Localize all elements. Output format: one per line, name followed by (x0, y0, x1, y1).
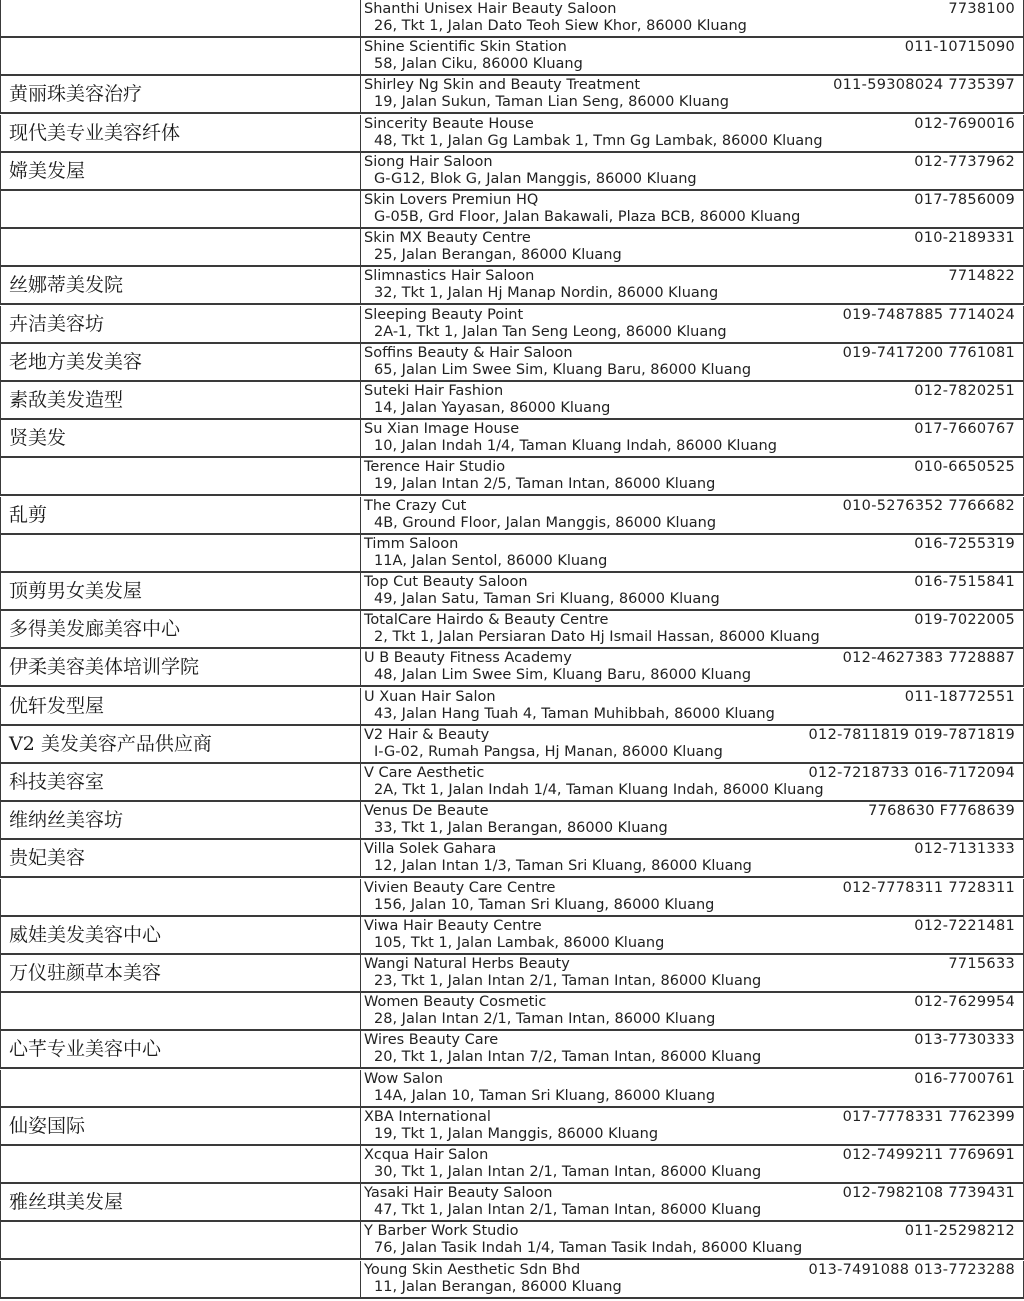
business-address: 48, Tkt 1, Jalan Gg Lambak 1, Tmn Gg Lambak, 86000 Kluang (374, 132, 823, 149)
business-name: TotalCare Hairdo & Beauty Centre (364, 612, 609, 629)
business-address: 10, Jalan Indah 1/4, Taman Kluang Indah, 86000 Kluang (374, 438, 777, 455)
directory-row (0, 1108, 1024, 1146)
directory-row (0, 344, 1024, 382)
business-address: 26, Tkt 1, Jalan Dato Teoh Siew Khor, 86000 Kluang (374, 18, 747, 34)
phone-number: 011-10715090 (904, 39, 1015, 56)
chinese-name: 老地方美发美容 (1, 344, 361, 380)
business-address: 14A, Jalan 10, Taman Sri Kluang, 86000 Kluang (374, 1087, 716, 1104)
directory-row (0, 0, 1024, 38)
business-name: Shanthi Unisex Hair Beauty Saloon (364, 1, 617, 17)
business-name: Top Cut Beauty Saloon (364, 574, 528, 590)
chinese-name (1, 1261, 361, 1297)
directory-row (0, 38, 1024, 76)
phone-number: 012-7221481 (914, 917, 1015, 934)
business-name: Y Barber Work Studio (364, 1223, 519, 1240)
phone-number: 7768630 F7768639 (868, 803, 1015, 820)
directory-row (0, 497, 1024, 535)
directory-row (0, 153, 1024, 191)
business-name: Yasaki Hair Beauty Saloon (364, 1185, 553, 1202)
chinese-name: 万仪驻颜草本美容 (1, 955, 361, 991)
phone-number: 010-6650525 (914, 459, 1015, 476)
phone-number: 011-25298212 (904, 1223, 1015, 1240)
business-address: 19, Jalan Sukun, Taman Lian Seng, 86000 Kluang (374, 94, 729, 111)
business-address: 14, Jalan Yayasan, 86000 Kluang (374, 400, 611, 416)
phone-number: 012-7811819 019-7871819 (808, 726, 1015, 743)
directory-row (0, 573, 1024, 611)
business-address: G-05B, Grd Floor, Jalan Bakawali, Plaza BCB, 86000 Kluang (374, 209, 801, 225)
business-address: 11A, Jalan Sentol, 86000 Kluang (374, 552, 608, 569)
chinese-name (1, 191, 361, 227)
chinese-name (1, 229, 361, 265)
directory-row (0, 306, 1024, 344)
business-address: 105, Tkt 1, Jalan Lambak, 86000 Kluang (374, 934, 665, 951)
directory-row (0, 917, 1024, 955)
business-name: Wangi Natural Herbs Beauty (364, 956, 570, 972)
business-name: Sleeping Beauty Point (364, 306, 524, 323)
business-name: Wires Beauty Care (364, 1032, 499, 1049)
business-name: V2 Hair & Beauty (364, 726, 490, 743)
business-address: 65, Jalan Lim Swee Sim, Kluang Baru, 86000 Kluang (374, 361, 752, 378)
chinese-name: V2 美发美容产品供应商 (1, 726, 361, 762)
business-name: U Xuan Hair Salon (364, 688, 496, 705)
business-name: Skin Lovers Premiun HQ (364, 192, 539, 208)
directory-row (0, 802, 1024, 840)
chinese-name: 贵妃美容 (1, 840, 361, 876)
business-name: Skin MX Beauty Centre (364, 230, 531, 247)
business-name: Sincerity Beaute House (364, 115, 534, 132)
business-address: 49, Jalan Satu, Taman Sri Kluang, 86000 Kluang (374, 591, 720, 607)
chinese-name: 优轩发型屋 (1, 688, 361, 724)
directory-row (0, 993, 1024, 1031)
phone-number: 011-59308024 7735397 (833, 77, 1015, 94)
business-name: Timm Saloon (364, 535, 459, 552)
business-address: 48, Jalan Lim Swee Sim, Kluang Baru, 86000 Kluang (374, 667, 752, 684)
business-name: Women Beauty Cosmetic (364, 994, 547, 1011)
phone-number: 012-7131333 (914, 841, 1015, 858)
phone-number: 012-4627383 7728887 (842, 650, 1015, 667)
business-address: 156, Jalan 10, Taman Sri Kluang, 86000 Kluang (374, 896, 715, 913)
directory-row (0, 76, 1024, 114)
phone-number: 012-7737962 (914, 153, 1015, 170)
chinese-name: 科技美容室 (1, 764, 361, 800)
business-name: Suteki Hair Fashion (364, 383, 504, 399)
phone-number: 016-7515841 (914, 574, 1015, 590)
phone-number: 012-7982108 7739431 (842, 1185, 1015, 1202)
directory-row (0, 688, 1024, 726)
chinese-name (1, 879, 361, 915)
phone-number: 016-7255319 (914, 535, 1015, 552)
chinese-name: 嫦美发屋 (1, 153, 361, 189)
phone-number: 011-18772551 (904, 688, 1015, 705)
business-name: V Care Aesthetic (364, 765, 485, 781)
chinese-name: 威娃美发美容中心 (1, 917, 361, 953)
directory-row (0, 1184, 1024, 1222)
phone-number: 012-7499211 7769691 (842, 1147, 1015, 1163)
business-name: Wow Salon (364, 1070, 444, 1087)
chinese-name: 仙姿国际 (1, 1108, 361, 1144)
business-address: 12, Jalan Intan 1/3, Taman Sri Kluang, 86000 Kluang (374, 858, 752, 875)
chinese-name: 丝娜蒂美发院 (1, 267, 361, 303)
chinese-name: 心芊专业美容中心 (1, 1031, 361, 1067)
directory-row (0, 267, 1024, 305)
phone-number: 7738100 (948, 1, 1015, 17)
business-address: 32, Tkt 1, Jalan Hj Manap Nordin, 86000 Kluang (374, 285, 719, 302)
phone-number: 012-7820251 (914, 383, 1015, 399)
business-address: 76, Jalan Tasik Indah 1/4, Taman Tasik Indah, 86000 Kluang (374, 1240, 803, 1257)
chinese-name (1, 993, 361, 1029)
business-name: Shine Scientific Skin Station (364, 39, 567, 56)
chinese-name (1, 38, 361, 74)
chinese-name: 卉洁美容坊 (1, 306, 361, 342)
chinese-name (1, 535, 361, 571)
phone-number: 010-5276352 7766682 (842, 497, 1015, 514)
directory-row (0, 382, 1024, 420)
phone-number: 012-7629954 (914, 994, 1015, 1011)
business-address: 19, Tkt 1, Jalan Manggis, 86000 Kluang (374, 1125, 659, 1142)
directory-row (0, 420, 1024, 458)
chinese-name (1, 0, 361, 36)
directory-row (0, 955, 1024, 993)
business-name: Venus De Beaute (364, 803, 489, 820)
business-address: 47, Tkt 1, Jalan Intan 2/1, Taman Intan, 86000 Kluang (374, 1202, 762, 1219)
business-name: Vivien Beauty Care Centre (364, 879, 556, 896)
phone-number: 7714822 (948, 268, 1015, 285)
directory-row (0, 840, 1024, 878)
business-address: 25, Jalan Berangan, 86000 Kluang (374, 247, 622, 264)
business-address: 23, Tkt 1, Jalan Intan 2/1, Taman Intan, 86000 Kluang (374, 973, 762, 989)
phone-number: 019-7022005 (914, 612, 1015, 629)
business-name: Viwa Hair Beauty Centre (364, 917, 542, 934)
chinese-name: 乱剪 (1, 497, 361, 533)
directory-row (0, 879, 1024, 917)
directory-row (0, 1031, 1024, 1069)
chinese-name (1, 1070, 361, 1106)
phone-number: 012-7778311 7728311 (842, 879, 1015, 896)
directory-row (0, 1070, 1024, 1108)
phone-number: 010-2189331 (914, 230, 1015, 247)
phone-number: 013-7730333 (914, 1032, 1015, 1049)
phone-number: 016-7700761 (914, 1070, 1015, 1087)
directory-row (0, 229, 1024, 267)
business-address: 28, Jalan Intan 2/1, Taman Intan, 86000 Kluang (374, 1011, 716, 1028)
business-address: 2, Tkt 1, Jalan Persiaran Dato Hj Ismail Hassan, 86000 Kluang (374, 629, 820, 646)
directory-row (0, 458, 1024, 496)
chinese-name (1, 1146, 361, 1182)
business-name: U B Beauty Fitness Academy (364, 650, 572, 667)
directory-row (0, 191, 1024, 229)
business-address: 33, Tkt 1, Jalan Berangan, 86000 Kluang (374, 820, 668, 837)
business-name: Slimnastics Hair Saloon (364, 268, 535, 285)
business-name: Su Xian Image House (364, 421, 520, 438)
chinese-name: 顶剪男女美发屋 (1, 573, 361, 609)
phone-number: 7715633 (948, 956, 1015, 972)
directory-row (0, 535, 1024, 573)
chinese-name (1, 1222, 361, 1258)
business-name: The Crazy Cut (364, 497, 467, 514)
directory-row (0, 115, 1024, 153)
business-name: XBA International (364, 1108, 491, 1125)
directory-row (0, 649, 1024, 687)
business-address: 43, Jalan Hang Tuah 4, Taman Muhibbah, 86000 Kluang (374, 705, 775, 722)
business-address: I-G-02, Rumah Pangsa, Hj Manan, 86000 Kluang (374, 743, 723, 760)
business-address: 19, Jalan Intan 2/5, Taman Intan, 86000 Kluang (374, 476, 716, 493)
chinese-name: 雅丝琪美发屋 (1, 1184, 361, 1220)
directory-row (0, 1261, 1024, 1299)
phone-number: 012-7218733 016-7172094 (808, 765, 1015, 781)
chinese-name: 伊柔美容美体培训学院 (1, 649, 361, 685)
business-address: 2A-1, Tkt 1, Jalan Tan Seng Leong, 86000 Kluang (374, 323, 727, 340)
business-name: Young Skin Aesthetic Sdn Bhd (364, 1261, 581, 1278)
chinese-name: 素敌美发造型 (1, 382, 361, 418)
business-name: Terence Hair Studio (364, 459, 506, 476)
phone-number: 017-7856009 (914, 192, 1015, 208)
business-address: 58, Jalan Ciku, 86000 Kluang (374, 56, 583, 73)
phone-number: 017-7660767 (914, 421, 1015, 438)
directory-row (0, 611, 1024, 649)
business-name: Siong Hair Saloon (364, 153, 493, 170)
business-address: 20, Tkt 1, Jalan Intan 7/2, Taman Intan, 86000 Kluang (374, 1049, 762, 1066)
business-name: Shirley Ng Skin and Beauty Treatment (364, 77, 641, 94)
chinese-name: 现代美专业美容纤体 (1, 115, 361, 151)
chinese-name: 黄丽珠美容治疗 (1, 76, 361, 112)
business-name: Soffins Beauty & Hair Saloon (364, 344, 573, 361)
phone-number: 017-7778331 7762399 (842, 1108, 1015, 1125)
directory-row (0, 764, 1024, 802)
directory-row (0, 726, 1024, 764)
business-address: 11, Jalan Berangan, 86000 Kluang (374, 1278, 622, 1295)
directory-row (0, 1146, 1024, 1184)
business-address: G-G12, Blok G, Jalan Manggis, 86000 Kluang (374, 170, 697, 187)
phone-number: 013-7491088 013-7723288 (808, 1261, 1015, 1278)
chinese-name: 贤美发 (1, 420, 361, 456)
business-address: 30, Tkt 1, Jalan Intan 2/1, Taman Intan, 86000 Kluang (374, 1164, 762, 1180)
directory-row (0, 1222, 1024, 1260)
business-name: Xcqua Hair Salon (364, 1147, 489, 1163)
phone-number: 012-7690016 (914, 115, 1015, 132)
chinese-name: 维纳丝美容坊 (1, 802, 361, 838)
chinese-name (1, 458, 361, 494)
phone-number: 019-7417200 7761081 (842, 344, 1015, 361)
business-address: 4B, Ground Floor, Jalan Manggis, 86000 Kluang (374, 514, 717, 531)
phone-number: 019-7487885 7714024 (842, 306, 1015, 323)
business-address: 2A, Tkt 1, Jalan Indah 1/4, Taman Kluang Indah, 86000 Kluang (374, 782, 824, 798)
chinese-name: 多得美发廊美容中心 (1, 611, 361, 647)
business-name: Villa Solek Gahara (364, 841, 497, 858)
